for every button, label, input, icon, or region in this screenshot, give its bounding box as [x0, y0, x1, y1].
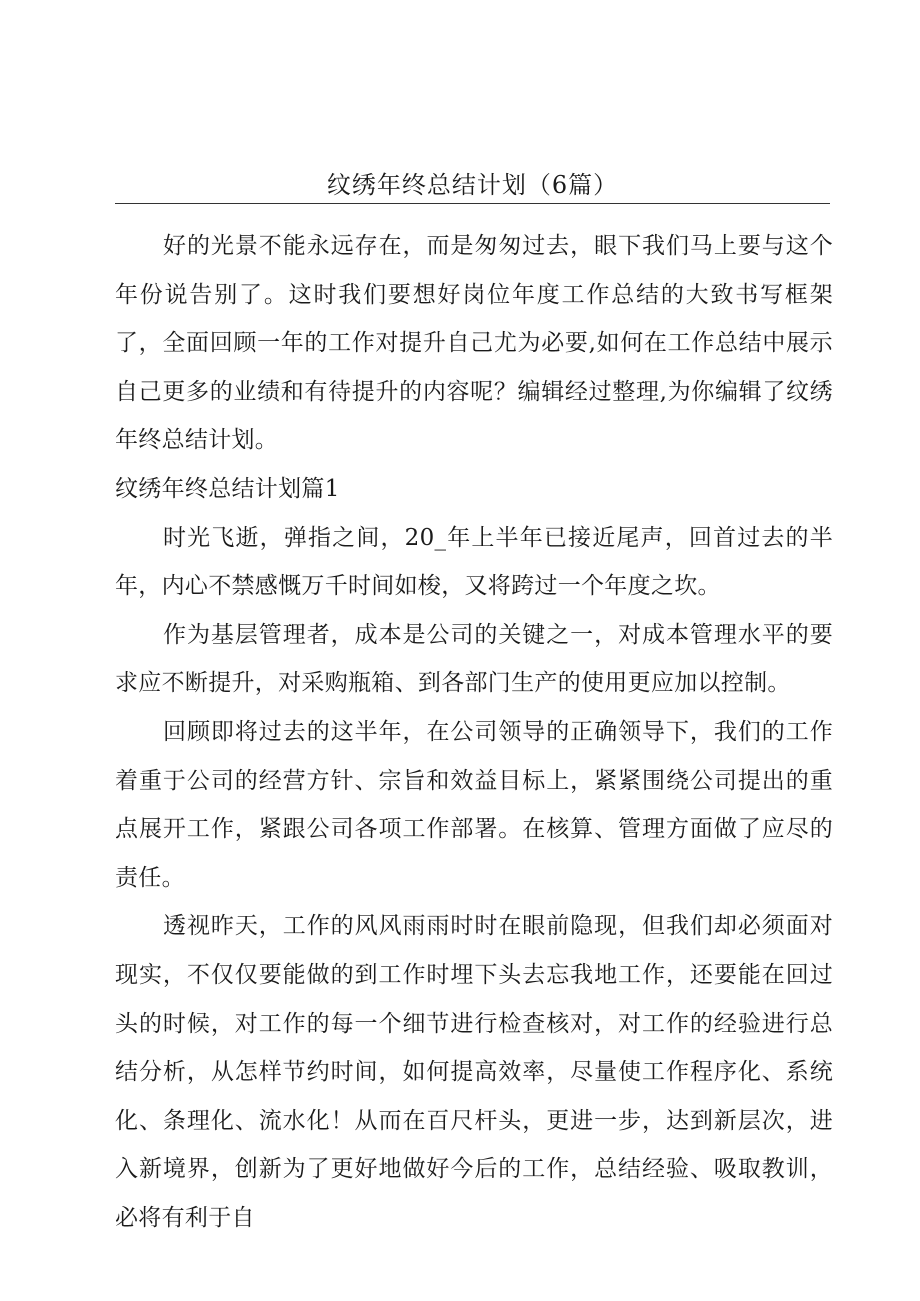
intro-paragraph: 好的光景不能永远存在，而是匆匆过去，眼下我们马上要与这个年份说告别了。这时我们要想好岗位年度工作总结的大致书写框架了，全面回顾一年的工作对提升自己尤为必要,如何在工作总结中展示自己更多的业绩和有待提升的内容呢？编辑经过整理,为你编辑了纹绣年终总结计划。	[115, 233, 833, 454]
section-paragraph-4: 透视昨天，工作的风风雨雨时时在眼前隐现，但我们却必须面对现实，不仅仅要能做的到工作时埋下头去忘我地工作，还要能在回过头的时候，对工作的每一个细节进行检查核对，对工作的经验进行总结分析，从怎样节约时间，如何提高效率，尽量使工作程序化、系统化、条理化、流水化！从而在百尺杆头，更进一步，达到新层次，进入新境界，创新为了更好地做好今后的工作，总结经验、吸取教训，必将有利于自	[115, 913, 833, 1231]
document-body	[115, 222, 833, 1242]
document-title: 纹绣年终总结计划（6篇）	[326, 171, 619, 199]
section-paragraph-2: 作为基层管理者，成本是公司的关键之一，对成本管理水平的要求应不断提升，对采购瓶箱、到各部门生产的使用更应加以控制。	[115, 621, 833, 697]
section-paragraph-3: 回顾即将过去的这半年，在公司领导的正确领导下，我们的工作着重于公司的经营方针、宗旨和效益目标上，紧紧围绕公司提出的重点展开工作，紧跟公司各项工作部署。在核算、管理方面做了应尽的责任。	[115, 718, 833, 891]
section-heading: 纹绣年终总结计划篇1	[115, 475, 340, 502]
title-underline	[115, 203, 830, 204]
section-paragraph-1: 时光飞逝，弹指之间，20_年上半年已接近尾声，回首过去的半年，内心不禁感慨万千时间如梭，又将跨过一个年度之坎。	[115, 524, 833, 600]
